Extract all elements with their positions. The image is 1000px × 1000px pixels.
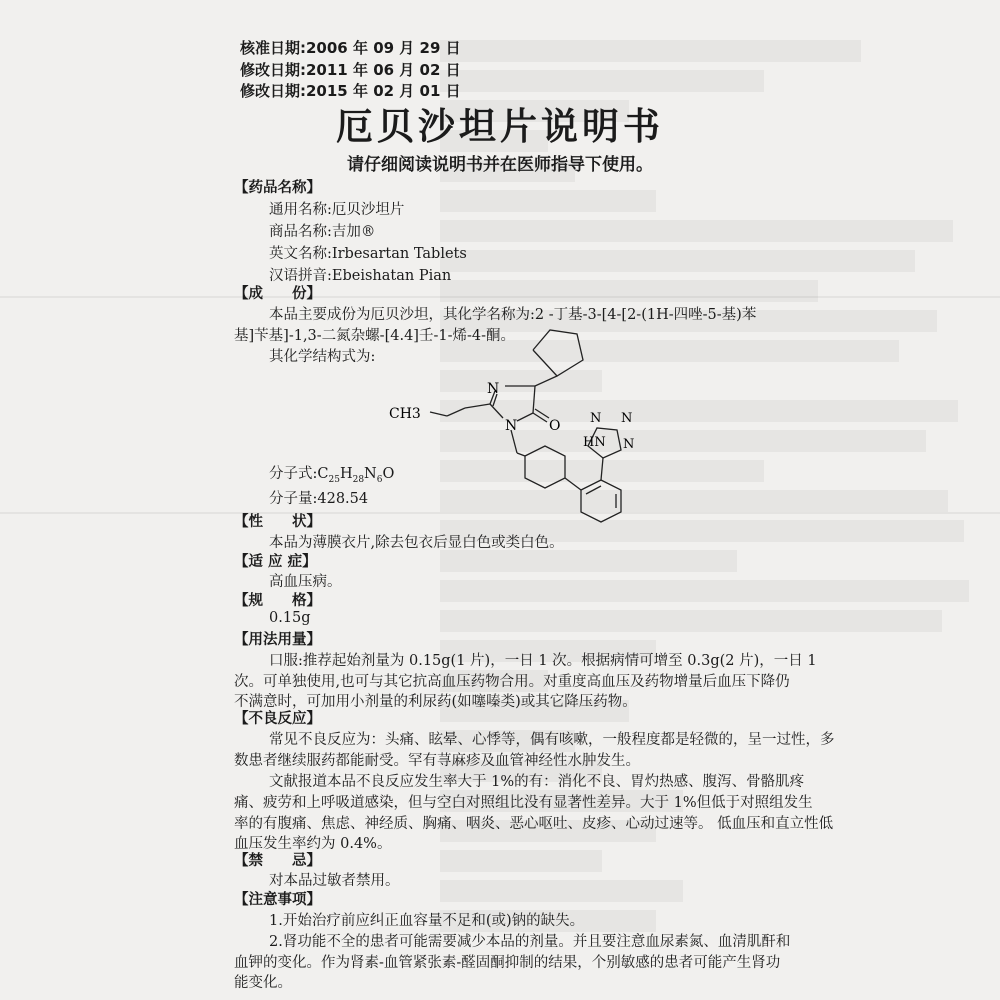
adverse-text: 率的有腹痛、焦虑、神经质、胸痛、咽炎、恶心呕吐、皮疹、心动过速等。 低血压和直立性低 bbox=[234, 816, 834, 832]
appearance-text: 本品为薄膜衣片,除去包衣后显白色或类白色。 bbox=[269, 535, 564, 551]
section-heading-drug-name: 【药品名称】 bbox=[234, 180, 321, 196]
section-heading-cautions: 【注意事项】 bbox=[234, 892, 321, 908]
atom-label-o: O bbox=[549, 418, 561, 434]
indication-text: 高血压病。 bbox=[269, 574, 342, 590]
molecular-formula: 分子式$:C_{25}H_{28}N_6O$ bbox=[269, 466, 395, 485]
caution-item: 能变化。 bbox=[234, 975, 292, 991]
composition-text: 基]苄基]-1,3-二氮杂螺-[4.4]壬-1-烯-4-酮。 bbox=[234, 328, 515, 344]
trade-name: 商品名称:吉加® bbox=[269, 224, 376, 240]
adverse-text: 痛、疲劳和上呼吸道感染，但与空白对照组比没有显著性差异。大于 1%但低于对照组发生 bbox=[234, 795, 813, 811]
fold-crease bbox=[0, 296, 1000, 298]
document-subtitle: 请仔细阅读说明书并在医师指导下使用。 bbox=[347, 155, 653, 175]
adverse-text: 血压发生率约为 0.4%。 bbox=[234, 836, 392, 852]
section-heading-indication: 【适 应 症】 bbox=[234, 554, 317, 570]
dosage-text: 口服:推荐起始剂量为 0.15g(1 片)，一日 1 次。根据病情可增至 0.3g(2 片)，一日 1 bbox=[269, 653, 817, 669]
section-heading-specification: 【规 格】 bbox=[234, 593, 321, 609]
section-heading-dosage: 【用法用量】 bbox=[234, 632, 321, 648]
pinyin-name: 汉语拼音:Ebeishatan Pian bbox=[269, 268, 452, 284]
section-heading-adverse-reactions: 【不良反应】 bbox=[234, 711, 321, 727]
document-title: 厄贝沙坦片说明书 bbox=[336, 105, 664, 148]
dosage-text: 不满意时，可加用小剂量的利尿药(如噻嗪类)或其它降压药物。 bbox=[234, 694, 637, 710]
adverse-text: 文献报道本品不良反应发生率大于 1%的有：消化不良、胃灼热感、腹泻、骨骼肌疼 bbox=[269, 774, 805, 790]
section-heading-appearance: 【性 状】 bbox=[234, 514, 321, 530]
specification-text: 0.15g bbox=[269, 610, 311, 626]
atom-label-n: N bbox=[487, 381, 500, 397]
adverse-text: 数患者继续服药都能耐受。罕有荨麻疹及血管神经性水肿发生。 bbox=[234, 753, 640, 769]
atom-label-n: N bbox=[590, 411, 602, 426]
generic-name: 通用名称:厄贝沙坦片 bbox=[269, 202, 405, 218]
revision-date: 修改日期:2015 年 02 月 01 日 bbox=[240, 82, 461, 100]
molecular-weight: 分子量:428.54 bbox=[269, 491, 369, 507]
chemical-structure-diagram bbox=[385, 318, 655, 528]
structure-label: 其化学结构式为: bbox=[269, 349, 376, 365]
adverse-text: 常见不良反应为：头痛、眩晕、心悸等，偶有咳嗽，一般程度都是轻微的，呈一过性，多 bbox=[269, 732, 835, 748]
atom-label-hn: HN bbox=[583, 435, 606, 450]
section-heading-contraindications: 【禁 忌】 bbox=[234, 853, 321, 869]
atom-label-n: N bbox=[621, 411, 633, 426]
dosage-text: 次。可单独使用,也可与其它抗高血压药物合用。对重度高血压及药物增量后血压下降仍 bbox=[234, 674, 790, 690]
caution-item: 2.肾功能不全的患者可能需要减少本品的剂量。并且要注意血尿素氮、血清肌酐和 bbox=[269, 934, 791, 950]
english-name: 英文名称:Irbesartan Tablets bbox=[269, 246, 467, 262]
revision-date: 修改日期:2011 年 06 月 02 日 bbox=[240, 60, 461, 79]
caution-item: 1.开始治疗前应纠正血容量不足和(或)钠的缺失。 bbox=[269, 913, 585, 929]
atom-label-n: N bbox=[623, 437, 635, 452]
approval-dates bbox=[240, 38, 461, 103]
caution-item: 血钾的变化。作为肾素-血管紧张素-醛固酮抑制的结果，个别敏感的患者可能产生肾功 bbox=[234, 955, 781, 971]
section-heading-composition: 【成 份】 bbox=[234, 286, 321, 302]
composition-text: 本品主要成份为厄贝沙坦，其化学名称为:2 -丁基-3-[4-[2-(1H-四唑-5-基)苯 bbox=[269, 307, 757, 323]
atom-label-n: N bbox=[505, 418, 518, 434]
contraindication-text: 对本品过敏者禁用。 bbox=[269, 873, 400, 889]
approval-date: 核准日期:2006 年 09 月 29 日 bbox=[240, 39, 461, 57]
atom-label-ch3: CH3 bbox=[389, 406, 421, 422]
